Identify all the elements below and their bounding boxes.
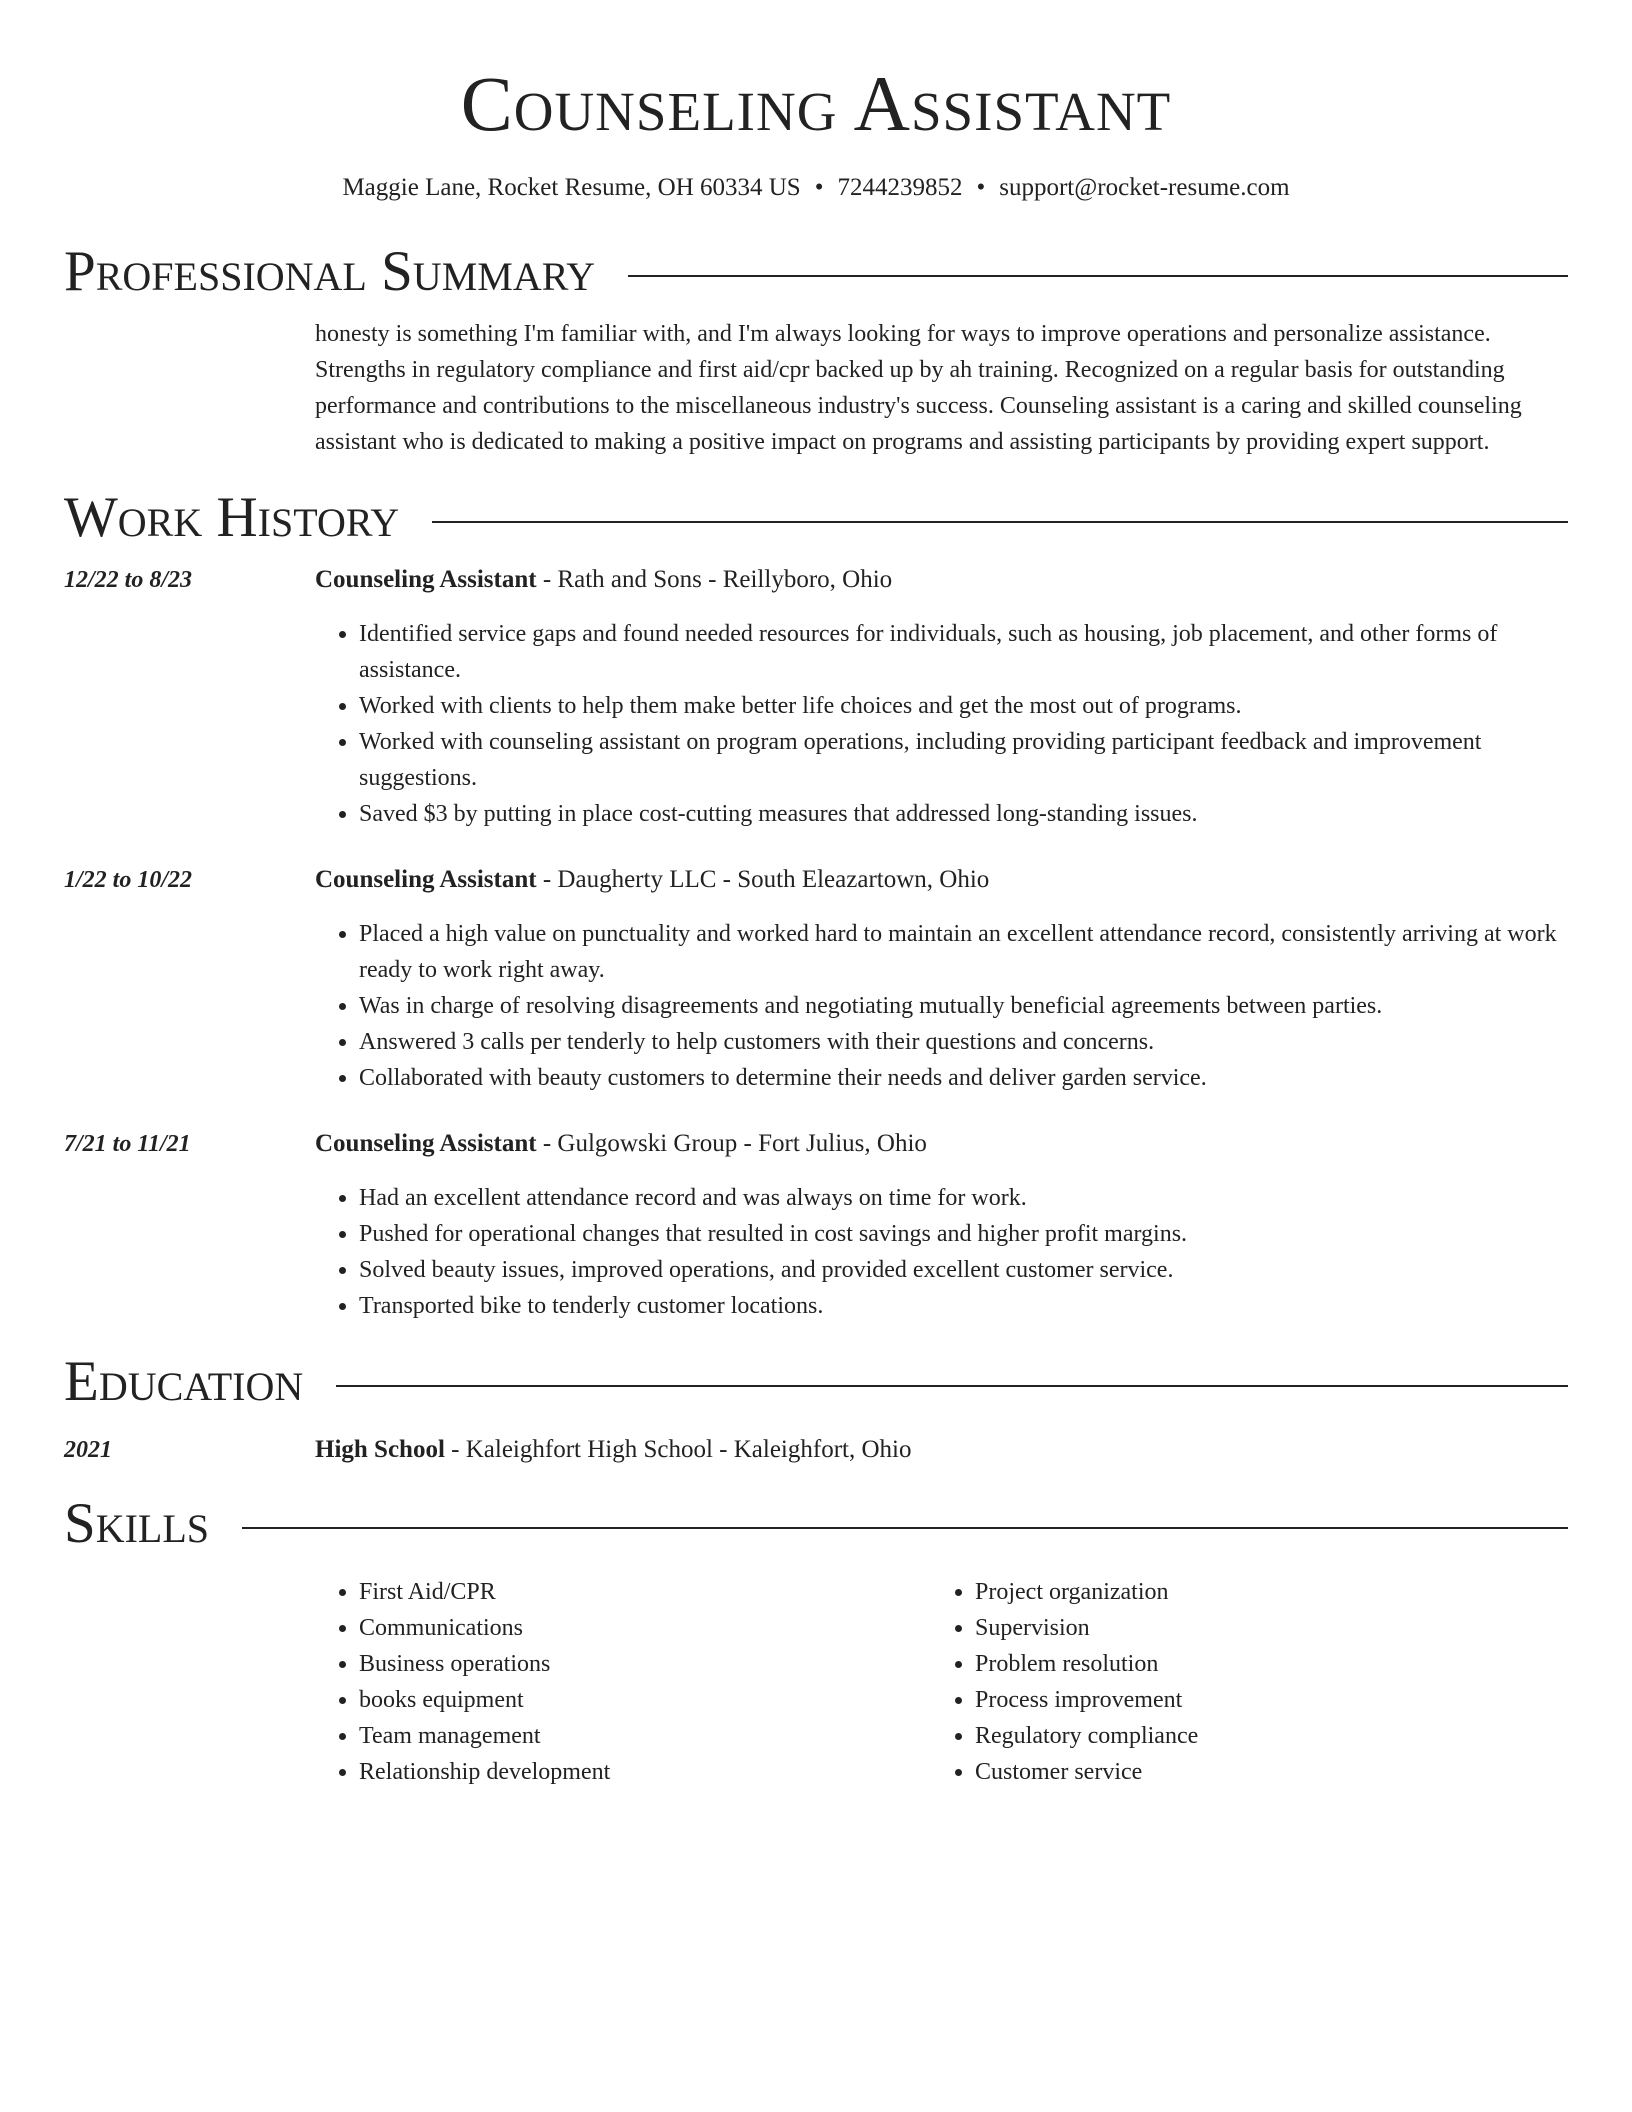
job-title-line (315, 1126, 1568, 1162)
resume-title: Counseling Assistant (460, 60, 1172, 147)
skill-item: • Relationship development (359, 1754, 931, 1790)
job-spacer (64, 1162, 315, 1324)
job-bullet: • Was in charge of resolving disagreements and negotiating mutually beneficial agreements between parties. (359, 988, 1568, 1024)
skills-heading: Skills (64, 1492, 210, 1555)
contact-email: support@rocket-resume.com (999, 174, 1290, 201)
summary-spacer (64, 316, 315, 460)
job-entry (64, 562, 1568, 832)
job-header (64, 1126, 1568, 1162)
job-spacer (64, 898, 315, 1096)
job-details: - Daugherty LLC - South Eleazartown, Ohio (536, 866, 990, 893)
job-bullet: • Saved $3 by putting in place cost-cutting measures that addressed long-standing issues. (359, 796, 1568, 832)
skill-item: • Project organization (975, 1574, 1547, 1610)
education-heading: Education (64, 1350, 304, 1413)
job-details: - Gulgowski Group - Fort Julius, Ohio (536, 1130, 927, 1157)
skill-item: • First Aid/CPR (359, 1574, 931, 1610)
job-spacer (64, 598, 315, 832)
job-bullet: • Worked with clients to help them make better life choices and get the most out of programs. (359, 688, 1568, 724)
education-section-header (64, 1350, 1568, 1414)
education-year: 2021 (64, 1437, 112, 1463)
summary-section-header (64, 240, 1568, 304)
job-bullet: • Placed a high value on punctuality and worked hard to maintain an excellent attendance record, consistently arriving at work ready to work right away. (359, 916, 1568, 988)
job-title: Counseling Assistant (315, 1130, 537, 1157)
job-bullet: • Identified service gaps and found needed resources for individuals, such as housing, job placement, and other forms of assistance. (359, 616, 1568, 688)
contact-separator: • (814, 174, 824, 201)
job-bullet: • Had an excellent attendance record and was always on time for work. (359, 1180, 1568, 1216)
job-bullet: • Solved beauty issues, improved operations, and provided excellent customer service. (359, 1252, 1568, 1288)
job-bullet: • Answered 3 calls per tenderly to help customers with their questions and concerns. (359, 1024, 1568, 1060)
job-header (64, 562, 1568, 598)
job-entry (64, 1126, 1568, 1324)
skill-item: • Customer service (975, 1754, 1547, 1790)
contact-phone: 7244239852 (837, 174, 963, 201)
job-title-line (315, 562, 1568, 598)
skills-list (64, 1574, 1568, 1790)
education-line (315, 1432, 1568, 1468)
skill-item: • Process improvement (975, 1682, 1547, 1718)
skill-item: • Communications (359, 1610, 931, 1646)
contact-address: Maggie Lane, Rocket Resume, OH 60334 US (342, 174, 801, 201)
contact-separator: • (976, 174, 986, 201)
section-divider (336, 1385, 1568, 1387)
summary-heading: Professional Summary (64, 240, 596, 303)
job-bullet: • Transported bike to tenderly customer locations. (359, 1288, 1568, 1324)
job-bullets (315, 616, 1568, 832)
summary-text: honesty is something I'm familiar with, and I'm always looking for ways to improve operations and personalize assistance. Strengths in regulatory compliance and first aid/cpr backed up by ah training. Recognized on a regular basis for outstanding performance and contributions to the miscellaneous industry's success. Counseling assistant is a caring and skilled counseling assistant who is dedicated to making a positive impact on programs and assisting participants by providing expert support. (315, 321, 1522, 455)
skills-column-right (931, 1574, 1547, 1790)
job-body (64, 1162, 1568, 1324)
contact-line (64, 172, 1568, 204)
summary-row (64, 316, 1568, 460)
education-degree: High School (315, 1436, 445, 1463)
skill-item: • books equipment (359, 1682, 931, 1718)
job-bullet: • Collaborated with beauty customers to determine their needs and deliver garden service. (359, 1060, 1568, 1096)
job-title: Counseling Assistant (315, 566, 537, 593)
skill-item: • Business operations (359, 1646, 931, 1682)
job-body (64, 898, 1568, 1096)
section-divider (628, 275, 1568, 277)
job-body (64, 598, 1568, 832)
skills-spacer (64, 1574, 315, 1790)
education-entry (64, 1432, 1568, 1468)
skill-item: • Problem resolution (975, 1646, 1547, 1682)
job-dates: 1/22 to 10/22 (64, 867, 193, 893)
work-section-header (64, 486, 1568, 550)
work-heading: Work History (64, 486, 400, 549)
job-title: Counseling Assistant (315, 866, 537, 893)
section-divider (432, 521, 1568, 523)
job-dates: 7/21 to 11/21 (64, 1131, 191, 1157)
skills-column-left (315, 1574, 931, 1790)
skill-item: • Supervision (975, 1610, 1547, 1646)
job-bullets (315, 1180, 1568, 1324)
job-bullets (315, 916, 1568, 1096)
job-bullet: • Pushed for operational changes that resulted in cost savings and higher profit margins. (359, 1216, 1568, 1252)
job-details: - Rath and Sons - Reillyboro, Ohio (536, 566, 893, 593)
education-details: - Kaleighfort High School - Kaleighfort, Ohio (444, 1436, 912, 1463)
skills-section-header (64, 1492, 1568, 1556)
job-header (64, 862, 1568, 898)
job-bullet: • Worked with counseling assistant on program operations, including providing participant feedback and improvement suggestions. (359, 724, 1568, 796)
section-divider (242, 1527, 1568, 1529)
skill-item: • Team management (359, 1718, 931, 1754)
job-title-line (315, 862, 1568, 898)
job-entry (64, 862, 1568, 1096)
job-dates: 12/22 to 8/23 (64, 567, 193, 593)
skill-item: • Regulatory compliance (975, 1718, 1547, 1754)
